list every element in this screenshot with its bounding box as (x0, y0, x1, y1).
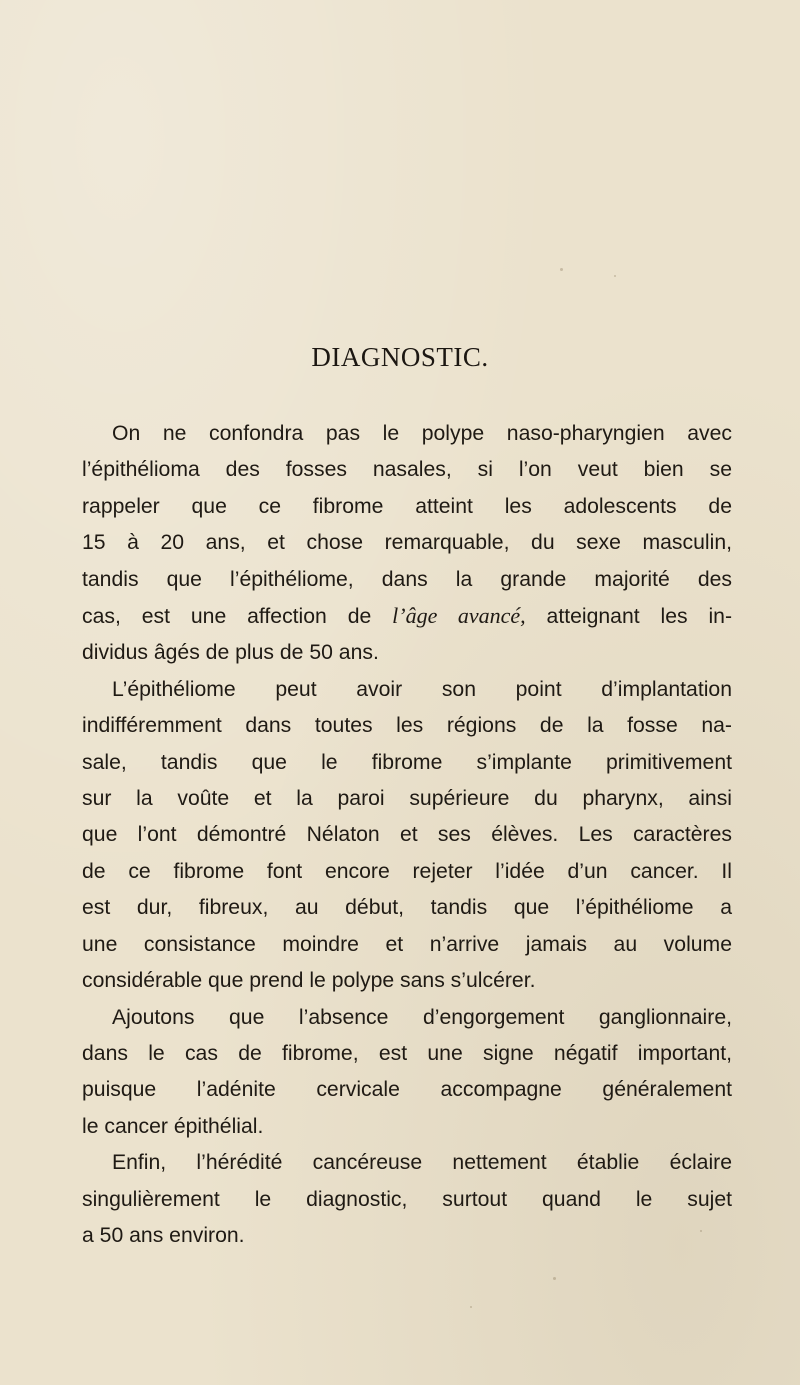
paper-speck (560, 268, 563, 271)
text-line: Enfin, l’hérédité cancéreuse nettement établie éclaire (112, 1151, 732, 1175)
text-line: 15 à 20 ans, et chose remarquable, du sexe masculin, (82, 531, 732, 555)
paragraph-1 (82, 416, 732, 672)
text-line: Ajoutons que l’absence d’engorgement ganglionnaire, (112, 1005, 732, 1029)
text-line: L’épithéliome peut avoir son point d’implantation (112, 677, 732, 701)
paragraph-3 (82, 1000, 732, 1146)
text-line: tandis que l’épithéliome, dans la grande majorité des (82, 567, 732, 591)
paper-speck (614, 275, 616, 277)
text-line: de ce fibrome font encore rejeter l’idée d’un cancer. Il (82, 859, 732, 883)
body-text (82, 416, 732, 1254)
text-line: indifféremment dans toutes les régions de la fosse na- (82, 714, 732, 738)
text-line: rappeler que ce fibrome atteint les adolescents de (82, 494, 732, 518)
text-line: dividus âgés de plus de 50 ans. (82, 641, 379, 665)
text-line: considérable que prend le polype sans s’ulcérer. (82, 969, 536, 993)
text-line: a 50 ans environ. (82, 1223, 245, 1247)
italic-phrase: l’âge avancé, (392, 603, 526, 629)
text-fragment: cas, est une affection de (82, 605, 393, 629)
page-heading: DIAGNOSTIC. (311, 342, 489, 372)
text-line: dans le cas de fibrome, est une signe négatif important, (82, 1041, 732, 1065)
text-line: est dur, fibreux, au début, tandis que l’épithéliome a (82, 896, 732, 920)
text-line: que l’ont démontré Nélaton et ses élèves. Les caractères (82, 823, 732, 847)
text-line: une consistance moindre et n’arrive jamais au volume (82, 932, 732, 956)
text-line: l’épithélioma des fosses nasales, si l’on veut bien se (82, 458, 732, 482)
text-line: singulièrement le diagnostic, surtout quand le sujet (82, 1187, 732, 1211)
text-fragment: atteignant les in- (525, 605, 733, 629)
text-line: le cancer épithélial. (82, 1114, 264, 1138)
paper-speck (470, 1306, 472, 1308)
text-line: sur la voûte et la paroi supérieure du pharynx, ainsi (82, 787, 732, 811)
paper-speck (700, 1230, 702, 1232)
text-line: On ne confondra pas le polype naso-pharyngien avec (112, 422, 732, 445)
paragraph-2 (82, 672, 732, 1000)
paper-speck (553, 1277, 556, 1280)
text-line: sale, tandis que le fibrome s’implante primitivement (82, 750, 732, 774)
paragraph-4 (82, 1145, 732, 1254)
text-line-with-italic (82, 598, 732, 635)
text-line: puisque l’adénite cervicale accompagne généralement (82, 1078, 732, 1102)
